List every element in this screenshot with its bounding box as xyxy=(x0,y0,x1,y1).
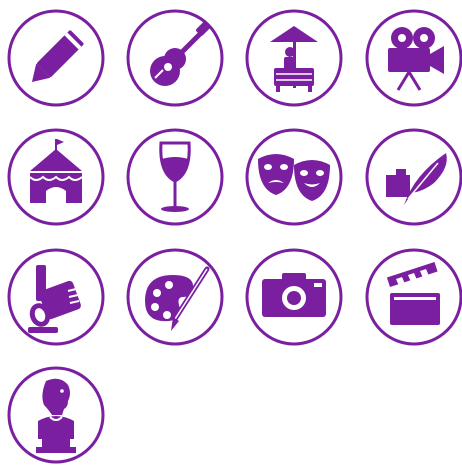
quill-inkwell-icon xyxy=(364,127,462,227)
paint-palette-icon xyxy=(125,247,225,347)
clapperboard-icon xyxy=(364,247,462,347)
guitar-icon xyxy=(125,8,225,108)
pencil-icon xyxy=(6,8,106,108)
photo-camera-icon xyxy=(244,247,344,347)
wine-glass-icon xyxy=(125,127,225,227)
market-stall-icon xyxy=(244,8,344,108)
bust-sculpture-icon xyxy=(6,365,106,465)
circus-tent-icon xyxy=(6,127,106,227)
film-camera-icon xyxy=(364,8,462,108)
stage-light-icon xyxy=(6,247,106,347)
theater-masks-icon xyxy=(244,127,344,227)
